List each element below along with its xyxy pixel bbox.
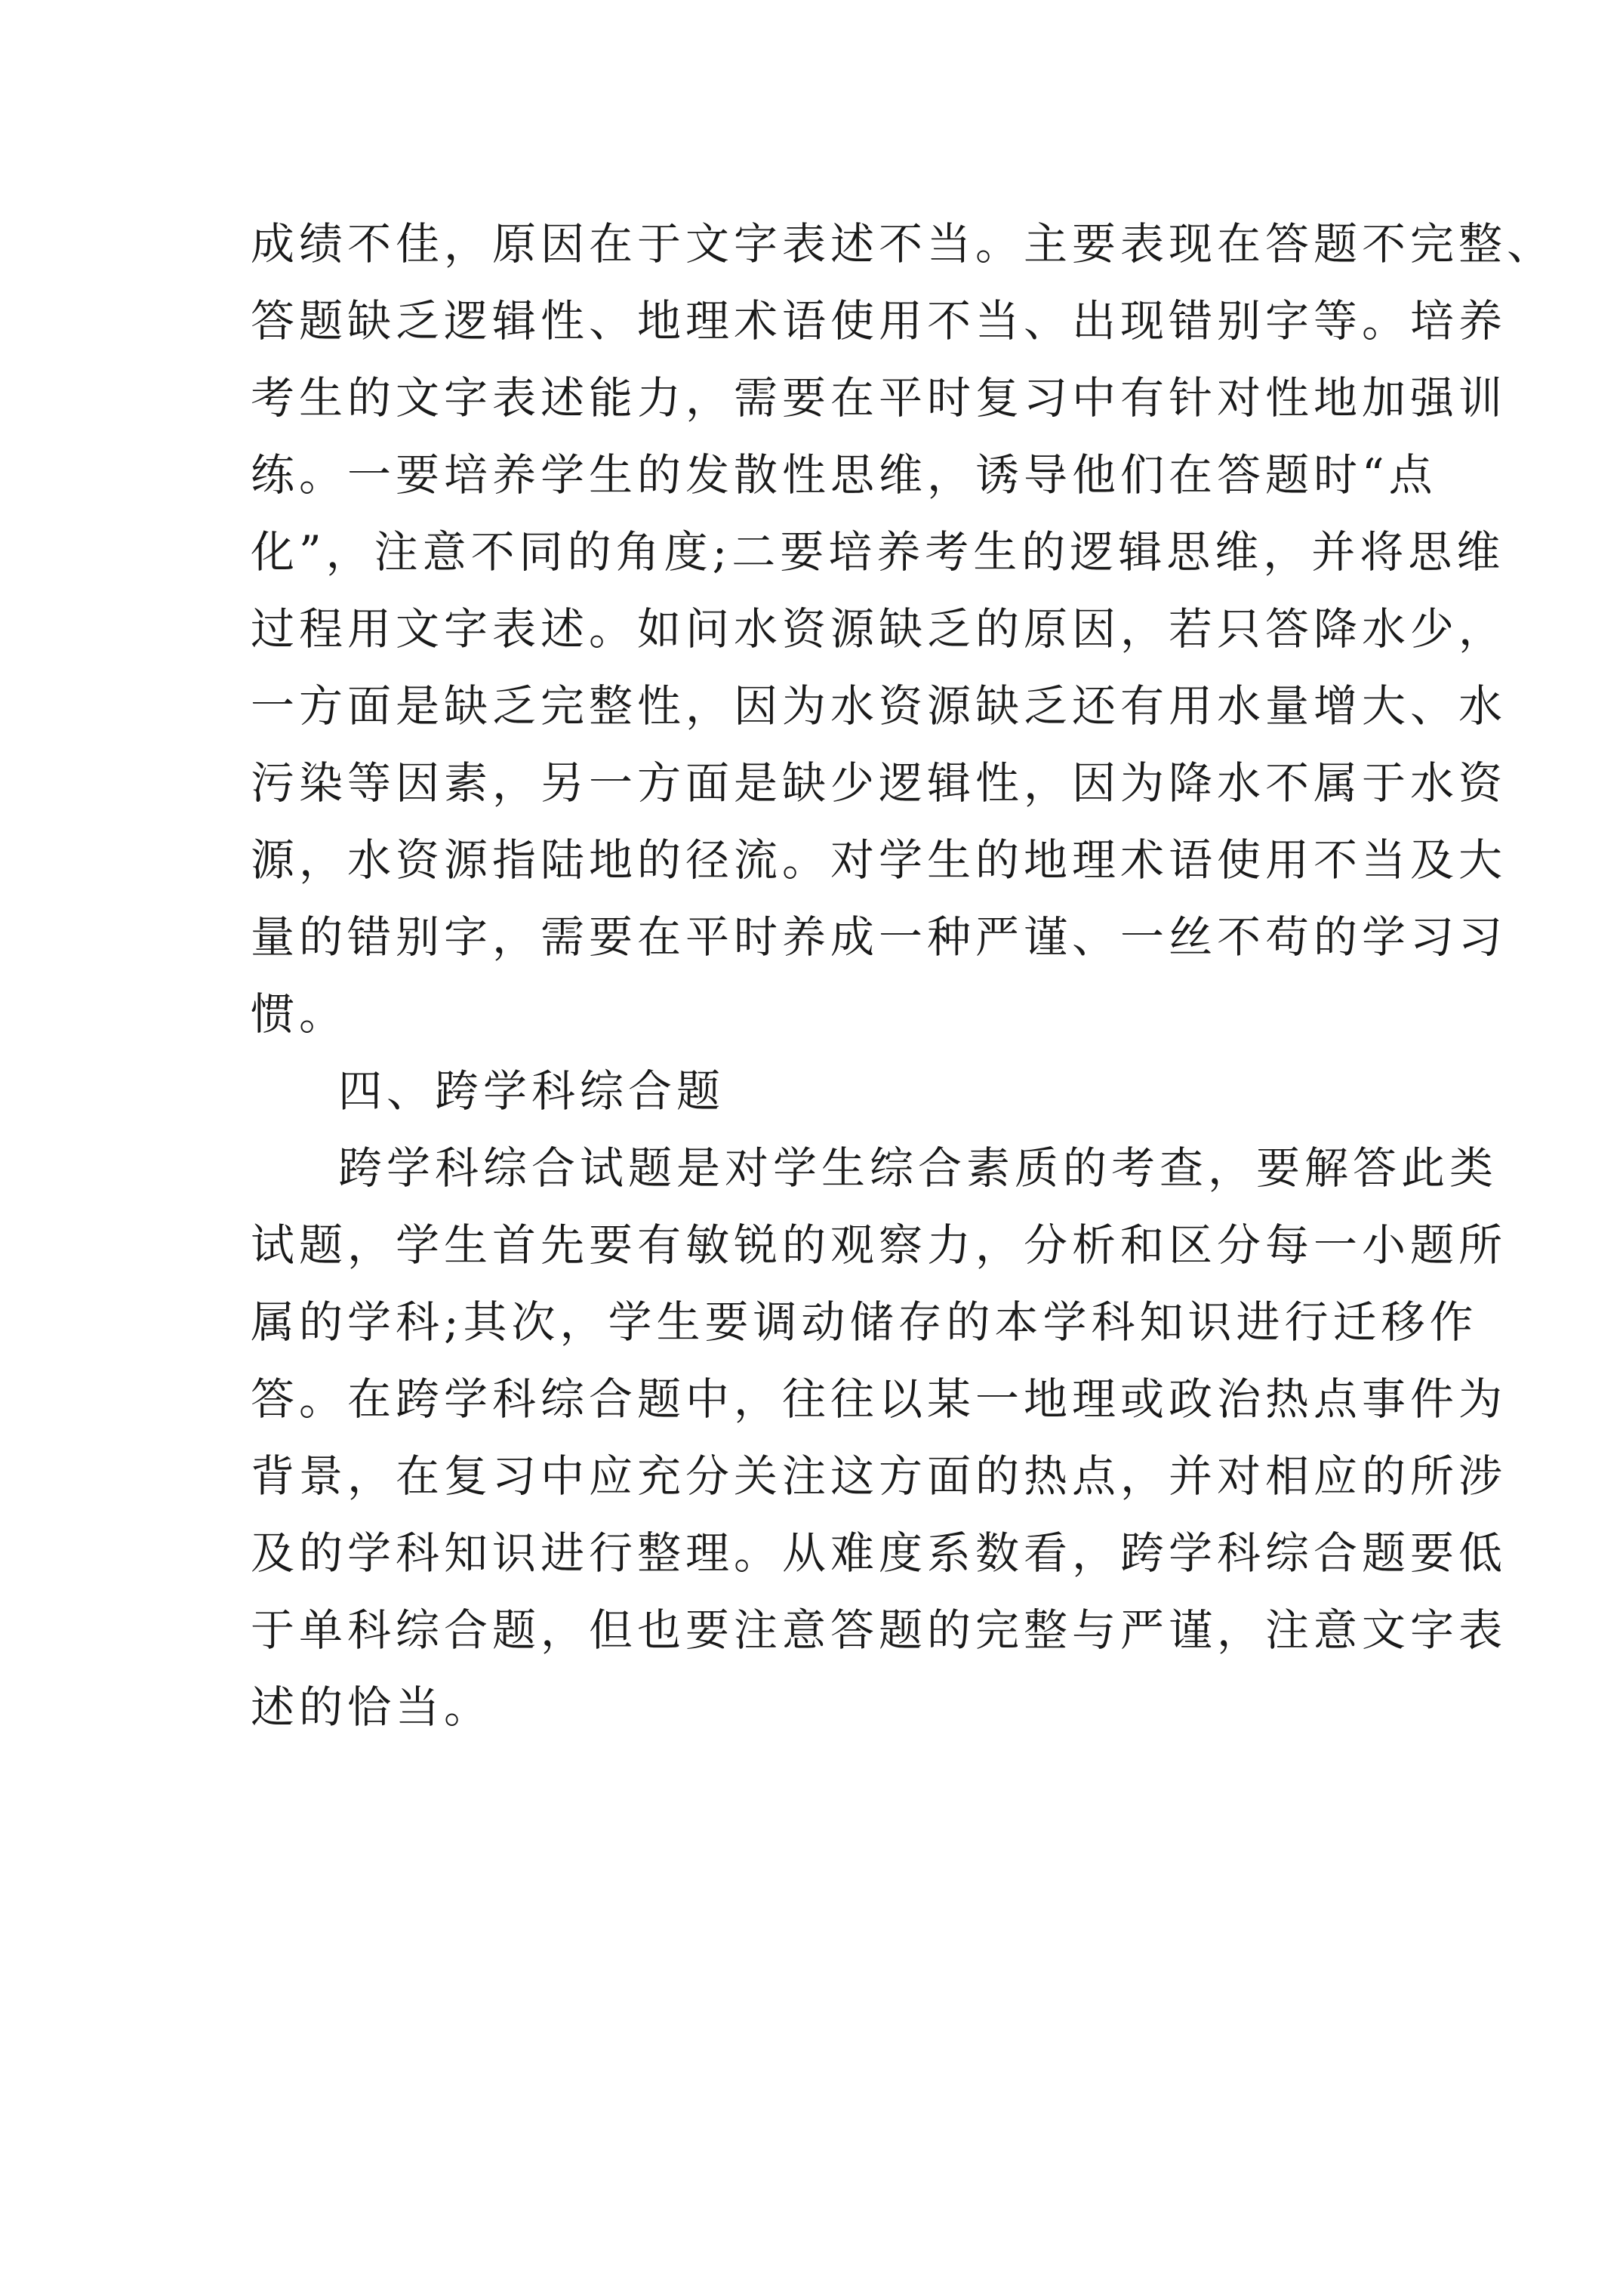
text-line: 答。在跨学科综合题中，往往以某一地理或政治热点事件为 (251, 1373, 1508, 1425)
section-heading: 四、跨学科综合题 (338, 1065, 725, 1117)
text-line: 述的恰当。 (251, 1681, 493, 1733)
text-line: 及的学科知识进行整理。从难度系数看，跨学科综合题要低 (251, 1527, 1508, 1579)
text-line: 惯。 (251, 988, 348, 1040)
text-line: 一方面是缺乏完整性，因为水资源缺乏还有用水量增大、水 (251, 680, 1508, 732)
text-line: 试题，学生首先要有敏锐的观察力，分析和区分每一小题所 (251, 1219, 1508, 1271)
text-line: 过程用文字表述。如问水资源缺乏的原因，若只答降水少， (251, 603, 1508, 655)
text-line: 源，水资源指陆地的径流。对学生的地理术语使用不当及大 (251, 834, 1508, 886)
text-line: 属的学科;其次，学生要调动储存的本学科知识进行迁移作 (251, 1296, 1478, 1348)
text-line: 于单科综合题，但也要注意答题的完整与严谨，注意文字表 (251, 1604, 1508, 1656)
text-line: 污染等因素，另一方面是缺少逻辑性，因为降水不属于水资 (251, 757, 1508, 809)
text-line: 答题缺乏逻辑性、地理术语使用不当、出现错别字等。培养 (251, 295, 1508, 347)
text-line: 化”，注意不同的角度;二要培养考生的逻辑思维，并将思维 (251, 526, 1505, 578)
text-line: 成绩不佳，原因在于文字表述不当。主要表现在答题不完整、 (251, 218, 1556, 270)
body-text (251, 205, 1556, 1746)
text-line: 量的错别字，需要在平时养成一种严谨、一丝不苟的学习习 (251, 911, 1508, 963)
text-line: 考生的文字表述能力，需要在平时复习中有针对性地加强训 (251, 372, 1508, 424)
text-line: 背景，在复习中应充分关注这方面的热点，并对相应的所涉 (251, 1450, 1508, 1502)
text-line: 跨学科综合试题是对学生综合素质的考查，要解答此类 (338, 1142, 1498, 1194)
text-line: 练。一要培养学生的发散性思维，诱导他们在答题时“点 (251, 449, 1437, 501)
